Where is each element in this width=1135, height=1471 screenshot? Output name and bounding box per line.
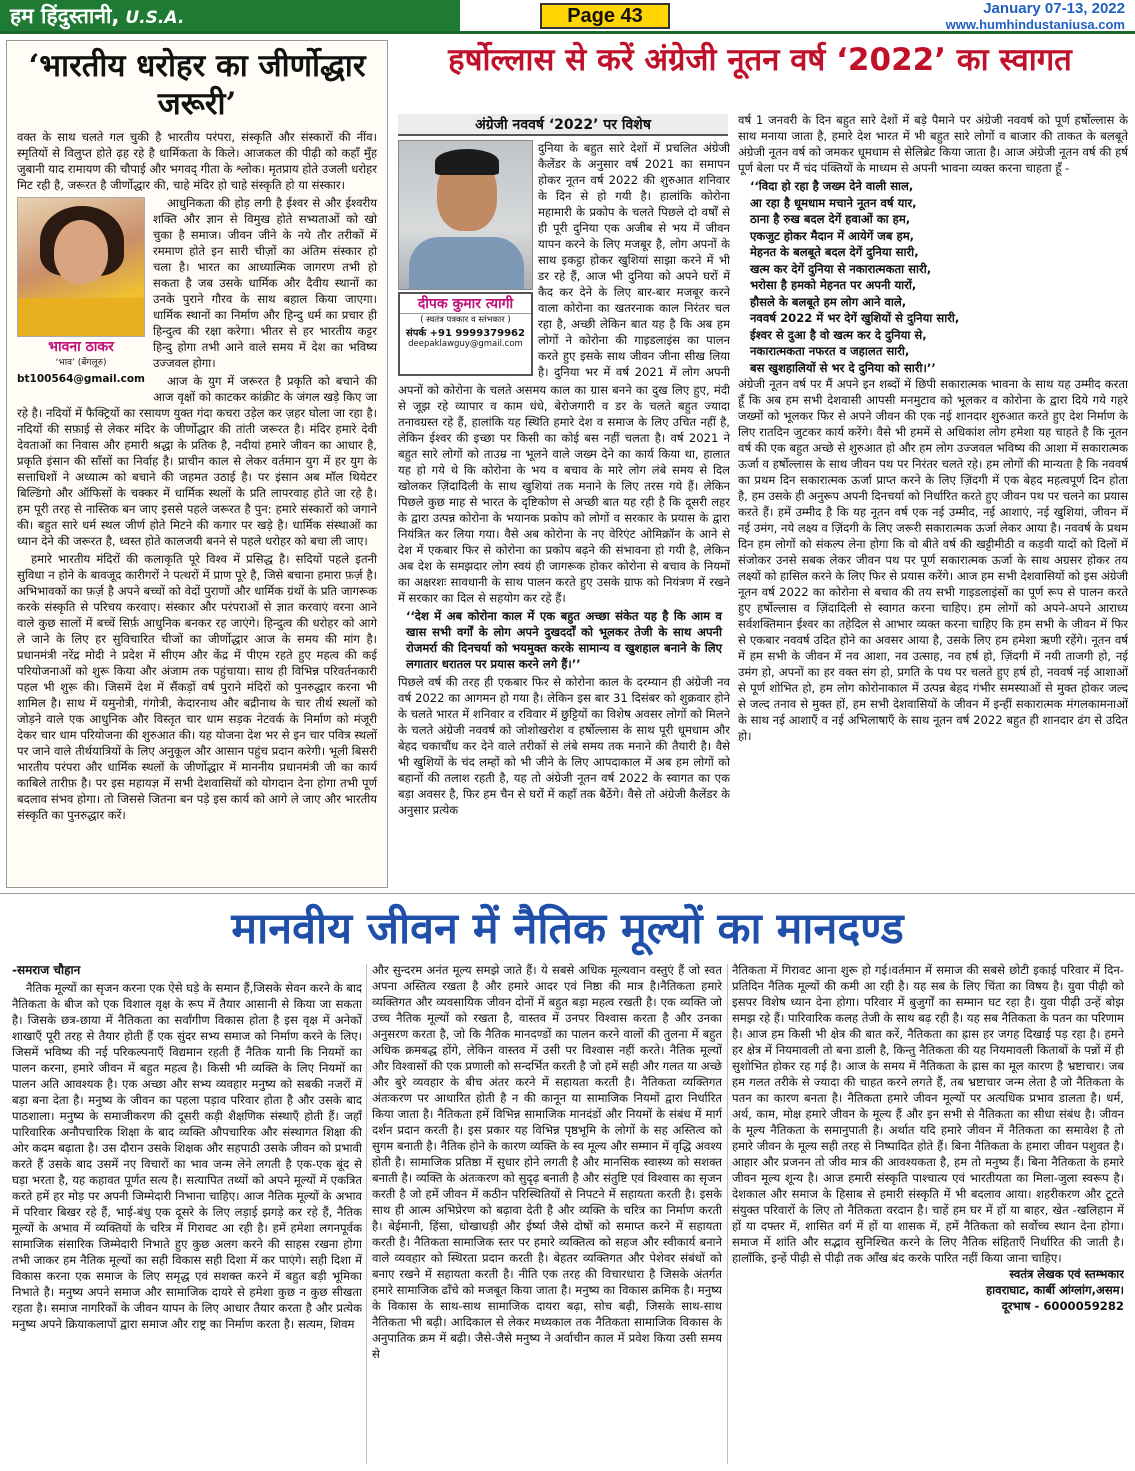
paper-suffix: U.S.A. [125,8,185,28]
author-phone: संपर्क +91 9999379962 [406,328,525,339]
poem-line: आ रहा है धूमधाम मचाने नूतन वर्ष यार, [750,195,917,210]
center-low-text [398,382,730,886]
poem-line: भरोसा है हमको मेहनत पर अपनी यारों, [750,278,917,292]
author-photo-block [17,197,145,387]
author-photo [398,140,533,290]
right-intro: वर्ष 1 जनवरी के दिन बहुत सारे देशों में बड़े पैमाने पर अंग्रेजी नववर्ष को पूर्ण हर्षोल्लास के साथ मनाया जाता है, हमारे देश भारत में भी बहुत सारे लोगों व बाजार की ताकत के बलबूते अंग्रेजी नूतन वर्ष को जमकर धूमधाम से सेलिब्रेट किया जाता है। आज अंग्रेजी नूतन वर्ष की हर्ष पूर्ण बेला पर मैं चंद पंक्तियों के माध्यम से अपनी भावना व्यक्त करना चाहता हूँ - [738,113,1128,175]
author-caption [398,292,533,376]
column-rule [727,964,728,1464]
paper-name-block [0,0,460,31]
section-divider [0,893,1135,894]
poem [738,178,1128,376]
bottom-text: नैतिकता में गिरावट आना शुरू हो गई।वर्तमान में समाज की सबसे छोटी इकाई परिवार में दिन-प्रतिदिन नैतिक मूल्यों की कमी आ रही है। यह सब के लिए चिंता का विषय है। युवा पीढ़ी को इसपर विशेष ध्यान देना होगा। परिवार में बुजुर्गों का सम्मान घट रहा है। युवा पीढ़ी उन्हें बोझ समझ रहे हैं। पारिवारिक कलह तेजी के साथ बढ़ रही है। यह सब नैतिकता के पतन का परिणाम है। आज हम किसी भी क्षेत्र की बात करें, नैतिकता का ह्रास हर जगह दिखाई पड़ रहा है। हमने हर क्षेत्र में नियमावली तो बना डाली है, किन्तु नैतिकता की यह नियमावली किताबों के पन्नों में ही सुशोभित होकर रह गई है। आज के समय में नैतिकता के ह्रास का मूल कारण है भ्रष्टाचार। जब हम गलत तरीके से ज्यादा की चाहत करने लगते हैं, तब भ्रष्टाचार जन्म लेता है जो नैतिकता के पतन का कारण बनता है। नैतिकता हमारे जीवन मूल्यों पर अत्यधिक प्रभाव डालता है। धर्म, अर्थ, काम, मोक्ष हमारे जीवन के मूल्य हैं और इन सभी से नैतिकता का सीधा संबंध है। जीवन के मूल्य नैतिकता के समानुपाती है। अर्थात यदि हमारे जीवन में नैतिकता का समावेश है तो हमारे जीवन के मूल्य सही तरह से निष्पादित होते हैं। बिना नैतिकता के हमारा जीवन पशुवत है। आहार और प्रजनन तो जीव मात्र की आवश्यकता है, हम तो मनुष्य हैं। बिना नैतिकता के हमारे जीवन मूल्य शून्य है। आज हमारी संस्कृति पाश्चात्य एवं भारतीयता का मिला-जुला स्वरूप है। देशकाल और समाज के हिसाब से हमारी संस्कृति में भी बदलाव आया। शहरीकरण और टूटते संयुक्त परिवारों के लिए तो नैतिकता वरदान है। चाहें हम घर में हों या बाहर, खेत -खलिहान में हों या दफ्तर में, शासित वर्ग में हों या शासक में, हमें नैतिकता को सर्वोच्च स्थान देना होगा। समाज में शांति और सद्भाव सुनिश्चित करने के लिए नैतिक संहिताएँ निर्धारित की जाती है। हालाँकि, इन्हें पीढ़ी से पीढ़ी तक आँख बंद करके पारित नहीं किया जाना चाहिए। [732,963,1124,1265]
center-paragraph: अपनों को कोरोना के चलते असमय काल का ग्रास बनने का दुख लिए हुए, मंदी से जूझ रहे व्यापार व काम धंधे, बेरोजगारी व डर के चलते बहुत ज्यादा तनावग्रस्त रहे हैं, हालांकि यह स्थिति हमारे देश व समाज के लिए उचित नहीं है, लेकिन ईश्वर की इच्छा पर किसी का कोई बस नहीं चलता है। वर्ष 2021 ने बहुत सारे लोगों को ताउम्र ना भूलने वाले जख्म देने का कार्य किया था, हालात यह हो गये थे कि कोरोना के भय व बचाव के मारे लोग लंबे समय से दिल खोलकर ज़िंदादिली के साथ खुशियां तक मनाने के लिए तरस गये हैं। लेकिन पिछले कुछ माह से भारत के दृष्टिकोण से अच्छी बात यह रही है कि दूसरी लहर के द्वारा उत्पन्न कोरोना के भयानक प्रकोप को लोगों व सरकार के प्रयास के द्वारा नियंत्रित कर लिया गया। वैसे अब कोरोना के नए वेरिएंट ओमिक्रॉन के आने से देश में एकबार फिर से कोरोना का प्रकोप बढ़ने की संभावना हो गयी है, लेकिन अब देश के समझदार लोग स्वयं ही जागरूक होकर कोरोना से बचाव के नियमों का अक्षरशः सावधानी के साथ पालन करते हुए उसके ग्राफ को नियंत्रण में रखने में सरकार का दिल से सहयोग कर रहे हैं। [398,383,730,605]
date-block [946,0,1125,32]
author-photo [17,197,145,337]
bottom-text: नैतिक मूल्यों का सृजन करना एक ऐसे घड़े के समान हैं,जिसके सेवन करने के बाद नैतिकता के बीज को एक विशाल वृक्ष के रूप में तैयार आसानी से किया जा सकता है। जिसके छत्र-छाया में नैतिकता का सर्वांगीण विकास होता है इस वृक्ष में अनेकों शाखाएँ पूरी तरह से तैयार होती हैं एक सुंदर सभ्य समाज को निर्माण करने के लिए। जिसमें भविष्य की नई परिकल्पनाएँ विद्यमान रहती हैं नैतिक यानी कि नियमों का पालन करना, हमारे जीवन में बहुत महत्व है। किसी भी व्यक्ति के लिए नियमों का पालन अति आवश्यक है। एक अच्छा और सभ्य व्यवहार मनुष्य को सबकी नजरों में बड़ा बना देता है। मनुष्य के जीवन का पहला पड़ाव परिवार होता है और उसके बाद पाठशाला। मनुष्य के समाजीकरण की दूसरी कड़ी शैक्षणिक संस्थाएँ होती हैं। जहाँ पारिवारिक अनौपचारिक शिक्षा के बाद व्यक्ति औपचारिक और संस्थागत शिक्षा की ओर कदम बढ़ाता है। उस दौरान उसके शिक्षक और सहपाठी उसके जीवन को प्रभावी करते हैं उसके बाद उसमें नए विचारों का भाव जन्म लेने लगती है एक-एक बूंद से घड़ा भरता है, यह कहावत पूर्णत सत्य है। सत्यापित तथ्यों को अपने मूल्यों में एकत्रित करते हमें हर मोड़ पर अपनी जिम्मेदारी निभाना चाहिए। आज नैतिक मूल्यों के अभाव में परिवार बिखर रहे हैं, भाई-बंधु एक दूसरे के लिए लड़ाई झगड़े कर रहे हैं, नैतिक मूल्यों के अभाव में व्यक्तियों के चरित्र में गिरावट आ रही है। हमें हमेशा लगनपूर्वक सामाजिक संसारिक जिम्मेदारी निभाते हुए कुछ अलग करने की साहस रखना होगा तभी जाकर हम नैतिक मूल्यों का सही विकास सही दिशा में कर पाएंगे। सही दिशा में विकास करना एक समाज के लिए समृद्ध एवं सशक्त करने में बहुत बड़ी भूमिका निभाते है। मनुष्य अपने समाज और सामाजिक दायरे से हमेशा कुछ न कुछ सीखता रहता है। समाज नागरिकों के जीवन यापन के लिए आधार तैयार करता है और प्रत्येक मनुष्य अपने क्रियाकलापों द्वारा समाज और राष्ट्र का निर्माण करता है। सत्यम, शिवम [12,981,362,1331]
poem-line: नववर्ष 2022 में भर देगें खुशियों से दुनिया सारी, [750,311,960,325]
byline: -समराज चौहान [12,963,81,977]
masthead [0,0,1135,34]
bottom-column-1 [12,962,362,1467]
column-rule [366,964,367,1464]
left-article-body [17,129,377,823]
paper-name: हम हिंदुस्तानी, [10,4,120,28]
poem-line: ठाना है रुख बदल देगें हवाओं का हम, [750,212,911,226]
left-paragraph: आधुनिकता की होड़ लगी है ईश्वर से और ईश्वरीय शक्ति और ज्ञान से विमुख होते सभ्यताओं को खो चुका है समाज। जीवन जीने के नये तौर तरीकों में रममाण होते इन सारी चीज़ों का अंतिम संस्कार हो चला है। भारत का आध्यात्मिक जागरण तभी हो सकता है जब उसके धार्मिक और दैवीय स्थानों का उनके पुराने गौरव के साथ बहाल किया जाएगा। धार्मिक स्थानों का निर्माण और हिन्दु धर्म का प्रचार ही हिन्दुत्व की रक्षा करेगा। भीतर से हर भारतीय कट्टर हिन्दु होगा तभी आने वाले समय में देश का भविष्य उज्जवल होगा। [153,196,377,370]
bottom-column-2 [372,962,722,1467]
signature-role: स्वतंत्र लेखक एवं स्तम्भकार [1009,1267,1124,1281]
website-url: www.humhindustaniusa.com [945,17,1125,32]
bottom-article-title: मानवीय जीवन में नैतिक मूल्यों का मानदण्ड [231,904,904,954]
signature-phone: दूरभाष - 6000059282 [1001,1299,1124,1313]
left-article-title: ‘भारतीय धरोहर का जीर्णोद्धार जरूरी’ [28,48,366,122]
bottom-text: और सुन्दरम अनंत मूल्य समझे जाते हैं। ये सबसे अधिक मूल्यवान वस्तुएं हैं जो स्वत अपना अस्तित्व रखता है और हमारे आदर एवं निष्ठा की मात्र है।नैतिकता हमारे व्यक्तिगत और व्यवसायिक जीवन दोनों में बहुत बड़ा महत्व रखती है। एक व्यक्ति जो उच्च नैतिक मूल्यों को रखता है, वास्तव में उनपर विश्वास करता है और उनका अनुसरण करता है, जो कि नैतिक मानदण्डों का पालन करने वालों की तुलना में बहुत अधिक क्रमबद्ध होंगे, लेकिन वास्तव में उसी पर विश्वास नहीं करते। नैतिक मूल्यों और विश्वासों की एक प्रणाली को सन्दर्भित करती है जो हमें सही और गलत या अच्छे और बुरे व्यवहार के बीच अंतर करने में सहायता करती है। नैतिकता व्यक्तिगत अंतःकरण पर आधारित होती है न की कानून या सामाजिक नियमों द्वारा निर्धारित किया जाता है। नैतिकता हमें विभिन्न सामाजिक मानदंडों और नियमों के संबंध में मार्ग दर्शन प्रदान करती है। इस प्रकार यह विभिन्न पृष्ठभूमि के लोगों के सह अस्तित्व को सुगम बनाती है। नैतिक होने के कारण व्यक्ति के स्व मूल्य और सम्मान में वृद्धि अवश्य होती है। सामाजिक प्रतिष्ठा में सुधार होने लगती है और मानसिक स्वास्थ्य को सशक्त बनाती है। व्यक्ति के अंतःकरण को सुदृढ़ बनाती है और संतुष्टि एवं विश्वास का सृजन करती है जो हमें जीवन में कठीन परिस्थितियों से निपटने में सहायता करती है। इसके साथ ही आत्म अभिप्रेरण को बढ़ावा देती है और व्यक्ति के चरित्र का निर्माण करती है। बेईमानी, हिंसा, धोखाधड़ी और ईर्ष्या जैसे दोषों को समाप्त करने में सहायता करती है। नैतिकता सामाजिक स्तर पर हमारे व्यक्तित्व को सहज और स्वीकार्य बनाने वाले व्यवहार को स्थिरता प्रदान करती है। बेहतर व्यक्तिगत और पेशेवर संबंधों को बनाए रखने में सहायता करती है। नीति एक तरह की विचारधारा है जिसके अंतर्गत हमारे सामाजिक ढाँचे को मजबूत किया जाता है। मनुष्य का विकास क्रमिक है। मनुष्य के विकास के साथ-साथ सामाजिक दायरा बढ़ा, सोच बढ़ी, जिसके साथ-साथ नैतिकता भी बढ़ी। आदिकाल से लेकर मध्यकाल तक नैतिकता सामाजिक विकास के अनुपातिक क्रम में बढ़ी। जैसे-जैसे मनुष्य ने अर्वाचीन काल में प्रवेश किया उसी समय से [372,963,722,1361]
poem-line: बस खुशहालियों से भर दे दुनिया को सारी।’’ [750,360,936,375]
center-pull-quote: ‘‘देश में अब कोरोना काल में एक बहुत अच्छा संकेत यह है कि आम व खास सभी वर्गों के लोग अपने दुखदर्दों को भूलकर तेजी के साथ अपनी रोजमर्रा की दिनचर्या को भयमुक्त करके सामान्य व खुशहाल बनाने के लिए लगातार धरातल पर प्रयास करने लगे हैं।’’ [406,609,722,671]
author-email: deepaklawguy@gmail.com [408,339,523,349]
author-name: भावना ठाकर [48,339,114,355]
poem-line: ‘‘विदा हो रहा है जख्म देने वाली साल, [750,179,914,193]
left-article-intro: वक्त के साथ चलते गल चुकी है भारतीय परंपरा, संस्कृति और संस्कारों की नींव। स्मृतियों से विलुप्त होते ढ़ह रहे है धार्मिकता के किले। आजकल की पीढ़ी को कहाँ मुँह जुबानी याद रामायण की चौपाई और भगवद् गीता के श्लोक। मृतप्राय होते उजली धरोहर मिट रही है, जरूरत है जीर्णोद्धार की, चाहे मंदिर हो चाहे संस्कृति हो या संस्कार। [17,130,377,192]
center-article-title: हर्षोल्लास से करें अंग्रेजी नूतन वर्ष ‘2022’ का स्वागत [448,42,1072,78]
signature-address: हावराघाट, कार्बी आंग्लांग,असम। [986,1283,1124,1297]
poem-line: मेहनत के बलबूते बदल देगें दुनिया सारी, [750,245,919,259]
poem-line: एकजुट होकर मैदान में आयेगें जब हम, [750,228,915,243]
right-paragraph: अंग्रेजी नूतन वर्ष पर मैं अपने इन शब्दों में छिपी सकारात्मक भावना के साथ यह उम्मीद करता हूँ कि अब हम सभी देशवासी आपसी मनमुटाव को भूलकर व कोरोना के द्वारा दिये गये गहरे जख्मों को भूलकर फिर से अपने जीवन की एक नई शानदार शुरुआत करते हुए देश निर्माण के लिए रातदिन जुटकर कार्य करेंगे। वैसे भी हममें से अधिकांश लोग हमेशा यह चाहते है कि नूतन वर्ष की एक बहुत अच्छे से शुरुआत हो और हम लोग उज्जवल भविष्य की आशा में सकारात्मक ऊर्जा व हर्षोल्लास के साथ जीवन पथ पर निरंतर चलते रहे। हम लोगों की मान्यता है कि नववर्ष का प्रथम दिन सकारात्मक ऊर्जा प्राप्त करने के लिए ज़िंदगी में एक बेहद महत्वपूर्ण दिन होता है, हम उसके ही अनुरूप अपनी दिनचर्या को निर्धारित करते हुए जीवन पथ पर चलने का प्रयास करते हैं। हमें उम्मीद है कि यह नूतन वर्ष एक नई उम्मीद, नई आशाएं, नई खुशियां, जीवन में नई उमंग, नये लक्ष्य व ज़िंदगी के लिए जरूरी सकारात्मक ऊर्जा लेकर आया है। नववर्ष के प्रथम दिन हम लोगों को संकल्प लेना होगा कि वो बीते वर्ष की खट्टीमीठी व कड़वी यादों को दिलों में संजोकर उनसे सबक लेकर जीवन पथ पर पूर्ण सकारात्मक ऊर्जा के साथ अग्रसर होकर तय लक्ष्यों को हासिल करने के लिए फिर से प्रयास करेंगे। आज हम सभी देशवासियों को इस अंग्रेजी नूतन वर्ष 2022 का कोरोना से बचाव की तय सभी गाइडलाइंसों का पूर्ण रूप से पालन करते हुए हर्षोल्लास व ज़िंदादिली से स्वागत करना चाहिए। हम लोगों को अपने-अपने आराध्य सर्वशक्तिमान ईश्वर का तहेदिल से आभार व्यक्त करना चाहिए कि हम सभी के जीवन में फिर से एकबार नववर्ष उदित होने का अवसर आया है, उसके लिए हम हमेशा ऋणी रहेंगे। नूतन वर्ष में हम सभी के जीवन में नव आशा, नव उत्साह, नव हर्ष हो, ज़िंदगी में नयी ताजगी हो, नई उमंग हो, अपनों का हर वक्त संग हो, प्रगति के पथ पर चलते हुए हर्ष हो, नववर्ष नई आशाओं से पूर्ण शोभित हो, हम लोग कोरोनाकाल में उत्पन्न बेहद गंभीर समस्याओं से मुक्त होकर जल्द से जल्द तनाव से मुक्त हों, हम सभी देशवासियों के जीवन में इन्हीं सकारात्मक मंगलकामनाओं के साथ नई आशाएँ व नई अभिलाषाएँ के साथ नूतन वर्ष 2022 बहुत ही शानदार ढंग से उदित हो। [738,377,1128,743]
author-email: bt100564@gmail.com [17,373,145,385]
left-article [6,40,388,888]
author-name: दीपक कुमार त्यागी [400,294,531,314]
bottom-column-3 [732,962,1124,1467]
poem-line: हौसले के बलबूते हम लोग आने वाले, [750,294,907,309]
author-role: ( स्वतंत्र पत्रकार व स्तंभकार ) [420,315,511,325]
poem-line: नकारात्मकता नफरत व जहालत सारी, [750,344,910,358]
issue-date: January 07-13, 2022 [983,0,1125,17]
poem-line: ईश्वर से दुआ है वो खत्म कर दे दुनिया से, [750,327,927,342]
page-number: Page 43 [540,3,670,29]
center-top-text: दुनिया के बहुत सारे देशों में प्रचलित अंग्रेजी कैलेंडर के अनुसार वर्ष 2021 का समापन होकर नूतन वर्ष 2022 की शुरुआत शनिवार के दिन से हो गयी है। हालांकि कोरोना महामारी के प्रकोप के चलते पिछले दो वर्षों से ही पूरी दुनिया एक अजीब से भय में जीवन यापन करने के लिए मजबूर है, लोग अपनों के साथ इकट्ठा होकर खुशियां साझा करने में भी डर रहे हैं, आज भी दुनिया को अपने घरों में कैद कर देने के लिए बार-बार मजबूर करने वाला कोरोना का खतरनाक काल निरंतर चल रहा है, अच्छी लेकिन बात यह है कि अब हम लोगों ने कोरोना की गाइडलाइंस का पालन करते हुए इसके साथ जीवन जीना सीख लिया है। दुनिया भर में वर्ष 2021 में लोग अपनी [538,141,730,379]
poem-line: खत्म कर देगें दुनिया से नकारात्मकता सारी, [750,261,932,276]
author-sub: ‘भाव’ (बेंगलूरु) [55,358,107,368]
center-subheading: अंग्रेजी नववर्ष ‘2022’ पर विशेष [398,114,728,136]
left-paragraph: आज के युग में जरूरत है प्रकृति को बचाने की आज वृक्षों को काटकर कांक्रीट के जंगल खड़े किए जा रहे है। नदियों में फैक्ट्रियों का रसायण युक्त गंदा कचरा उड़ेल कर ज़हर घोला जा रहा है। नदियों की सफ़ाई से लेकर मंदिर के जीर्णोद्धार की तांती जरूरत है। मंदिर हमारे देवी देवताओं का निवास और हमारी श्रद्धा के प्रतिक है, नदीयां हमारे जीवन का आधार है, प्रकृति इंसान की साँसों का निर्वाह है। प्राचीन काल से लेकर वर्तमान युग में हर युग के सत्ताधिशों ने अध्यात्म को बचाने की जहमत उठाई है। पर इंसान अब मॉल थियेटर बिल्डिंगो और ऑफिसों के चक्कर में धार्मिक स्थलों के प्रति लापरवाह होते जा रहे है। हम पूरी तरह से नास्तिक बन जाए इससे पहले जरूरत है पुन: हमारे संस्कारों को जगाने की। बहुत सारे धर्म स्थल जीर्ण होते मिटने की कगार पर खड़े है। धार्मिक संस्थाओं का ध्यान देने की जरूरत है, ध्वस्त होते कालजयी बनने से पहले धरोहर को बचा ली जाए। [17,374,377,548]
center-right-column [738,112,1128,888]
left-paragraph: हमारे भारतीय मंदिरों की कलाकृति पूरे विश्व में प्रसिद्ध है। सदियों पहले इतनी सुविधा न होने के बावजूद कारीगरों ने पत्थरों में प्राण पूरे है, जिसे बचाना हमारा फ़र्ज़ है। अभिभावकों का फ़र्ज़ है अपने बच्चों को वेदों पुराणों और धार्मिक ग्रंथों के प्रति जागरूक करके संस्कृति से परिचय करवाए। संस्कार और परंपराओं से ज्ञात करवाएं वरना आने वाले कुछ सालों में बच्चें सिर्फ़ आधुनिक बनकर रह जाएंगे। हिन्दुत्व की धरोहर को आगे ले जाने के लिए हर सुविचारित चीजों का जीर्णोद्धार आज के समय की मांग है। प्रधानमंत्री नरेंद्र मोदी ने प्रदेश में सीएम और केंद्र में पीएम रहते हुए महत्व की कई परियोजनाओं को शुरू किया और अंजाम तक पहुंचाया। साथ ही विभिन्न परिवर्तनकारी पहल भी शुरू की। जिसमें देश में सैंकड़ों वर्ष पुराने मंदिरों को पुनरुद्धार करना भी शामिल है। साथ में यमुनोत्री, गंगोत्री, केदारनाथ और बद्रीनाथ के चार तीर्थ स्थलों को जोड़ने वाले एक आधुनिक और विस्तृत चार धाम सड़क नेटवर्क के निर्माण को मंजूरी देकर चार धाम परियोजना की शुरुआत की। यह योजना देश भर से इन चार पवित्र स्थलों पर जाने वाले तीर्थयात्रियों के लिए अनुकूल और आसान पहुंच प्रदान करेगी। भूली बिसरी भारतीय परंपरा और धार्मिक स्थलों के जीर्णोद्धार में माननीय प्रधानमंत्री जी का कार्य काबिले तारीफ़ है। पर इस महायज्ञ में सभी देशवासियों को योगदान देना होगा तभी पूर्ण बदलाव संभव होगा। तो जिससे जितना बन पड़े इस कार्य को आगे ले जाए और भारतीय संस्कृति का पुनरुद्धार करें। [17,552,378,822]
center-paragraph: पिछले वर्ष की तरह ही एकबार फिर से कोरोना काल के दरम्यान ही अंग्रेजी नव वर्ष 2022 का आगमन हो गया है। लेकिन इस बार 31 दिसंबर को शुक्रवार होने के चलते भारत में शनिवार व रविवार में छुट्टियों का विशेष अवसर लोगों को मिलने के चलते अंग्रेजी नववर्ष को जोशोखरोश व हर्षोल्लास के साथ पूरी धूमधाम और बेहद चकाचौंध कर देने वाले तरीकों से लंबे समय तक मनाने की तैयारी है। वैसे भी खुशियों के चंद लम्हों को भी जीने के लिए आपदाकाल में अब हम लोगों को बहानों की तलाश रहती है, यह तो अंग्रेजी नूतन वर्ष 2022 के स्वागत का एक बड़ा अवसर है, फिर हम चैन से घरों में कहाँ तक बैठेंगे। वैसे तो अंग्रेजी कैलेंडर के अनुसार प्रत्येक [398,675,730,817]
